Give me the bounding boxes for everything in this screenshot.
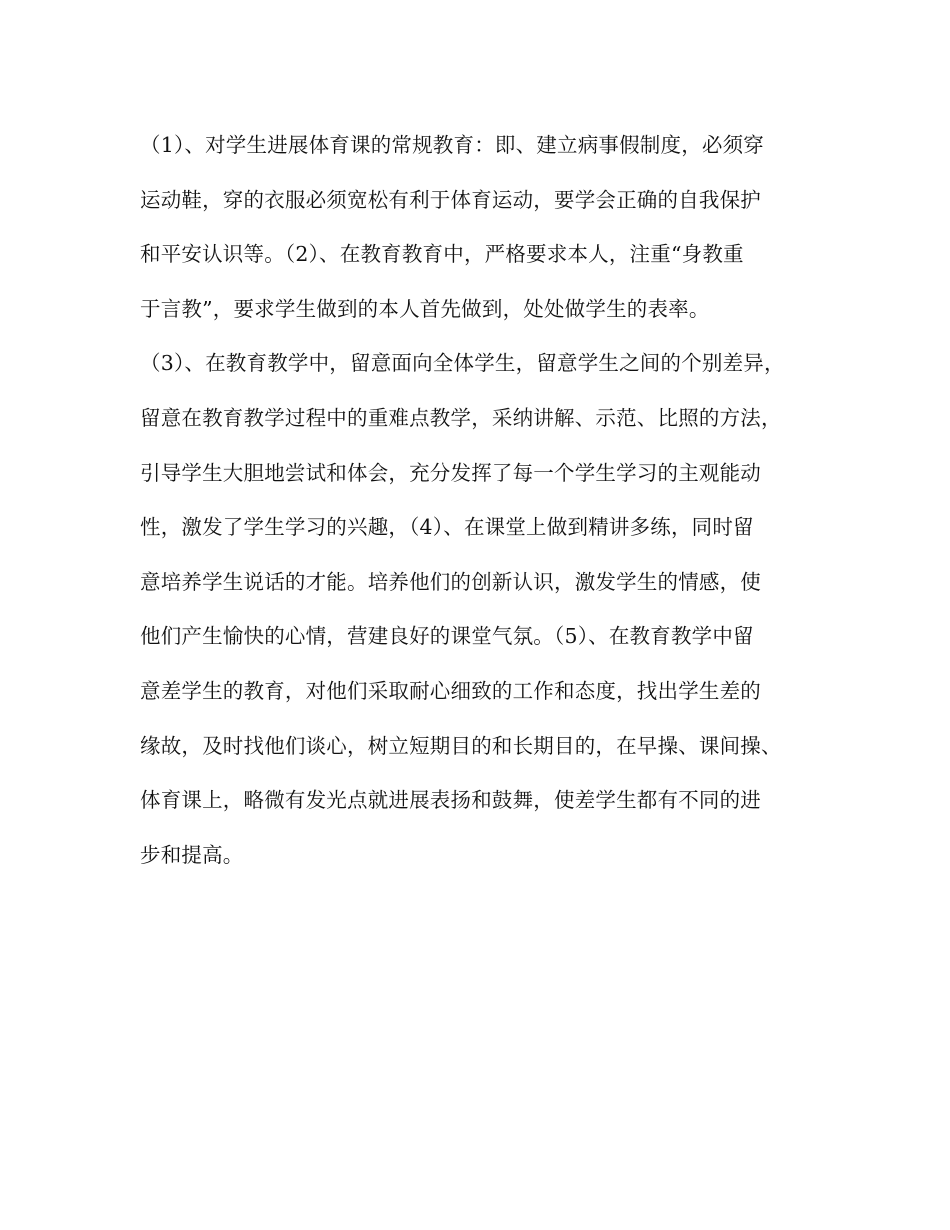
text-line: 和平安认识等。（2）、在教育教育中，严格要求本人，注重“身教重 bbox=[140, 242, 744, 267]
text-line: 意差学生的教育，对他们采取耐心细致的工作和态度，找出学生差的 bbox=[140, 678, 761, 703]
text-line: 体育课上，略微有发光点就进展表扬和鼓舞，使差学生都有不同的进 bbox=[140, 788, 761, 813]
text-line: 步和提高。 bbox=[140, 842, 244, 867]
text-line: 他们产生愉快的心情，营建良好的课堂气氛。（5）、在教育教学中留 bbox=[140, 624, 754, 649]
text-line: 引导学生大胆地尝试和体会，充分发挥了每一个学生学习的主观能动 bbox=[140, 460, 761, 485]
text-line: 运动鞋，穿的衣服必须宽松有利于体育运动，要学会正确的自我保护 bbox=[140, 187, 761, 212]
text-line: 缘故，及时找他们谈心，树立短期目的和长期目的，在早操、课间操、 bbox=[140, 733, 782, 758]
text-line: （1）、对学生进展体育课的常规教育：即、建立病事假制度，必须穿 bbox=[140, 133, 764, 157]
text-line: 性，激发了学生学习的兴趣，（4）、在课堂上做到精讲多练，同时留 bbox=[140, 515, 754, 540]
text-line: 于言教”，要求学生做到的本人首先做到，处处做学生的表率。 bbox=[140, 296, 710, 321]
text-line: 意培养学生说话的才能。培养他们的创新认识，激发学生的情感，使 bbox=[140, 569, 761, 594]
text-line: （3）、在教育教学中，留意面向全体学生，留意学生之间的个别差异， bbox=[140, 351, 785, 376]
text-line: 留意在教育教学过程中的重难点教学，采纳讲解、示范、比照的方法， bbox=[140, 405, 782, 430]
body-text bbox=[140, 118, 830, 882]
